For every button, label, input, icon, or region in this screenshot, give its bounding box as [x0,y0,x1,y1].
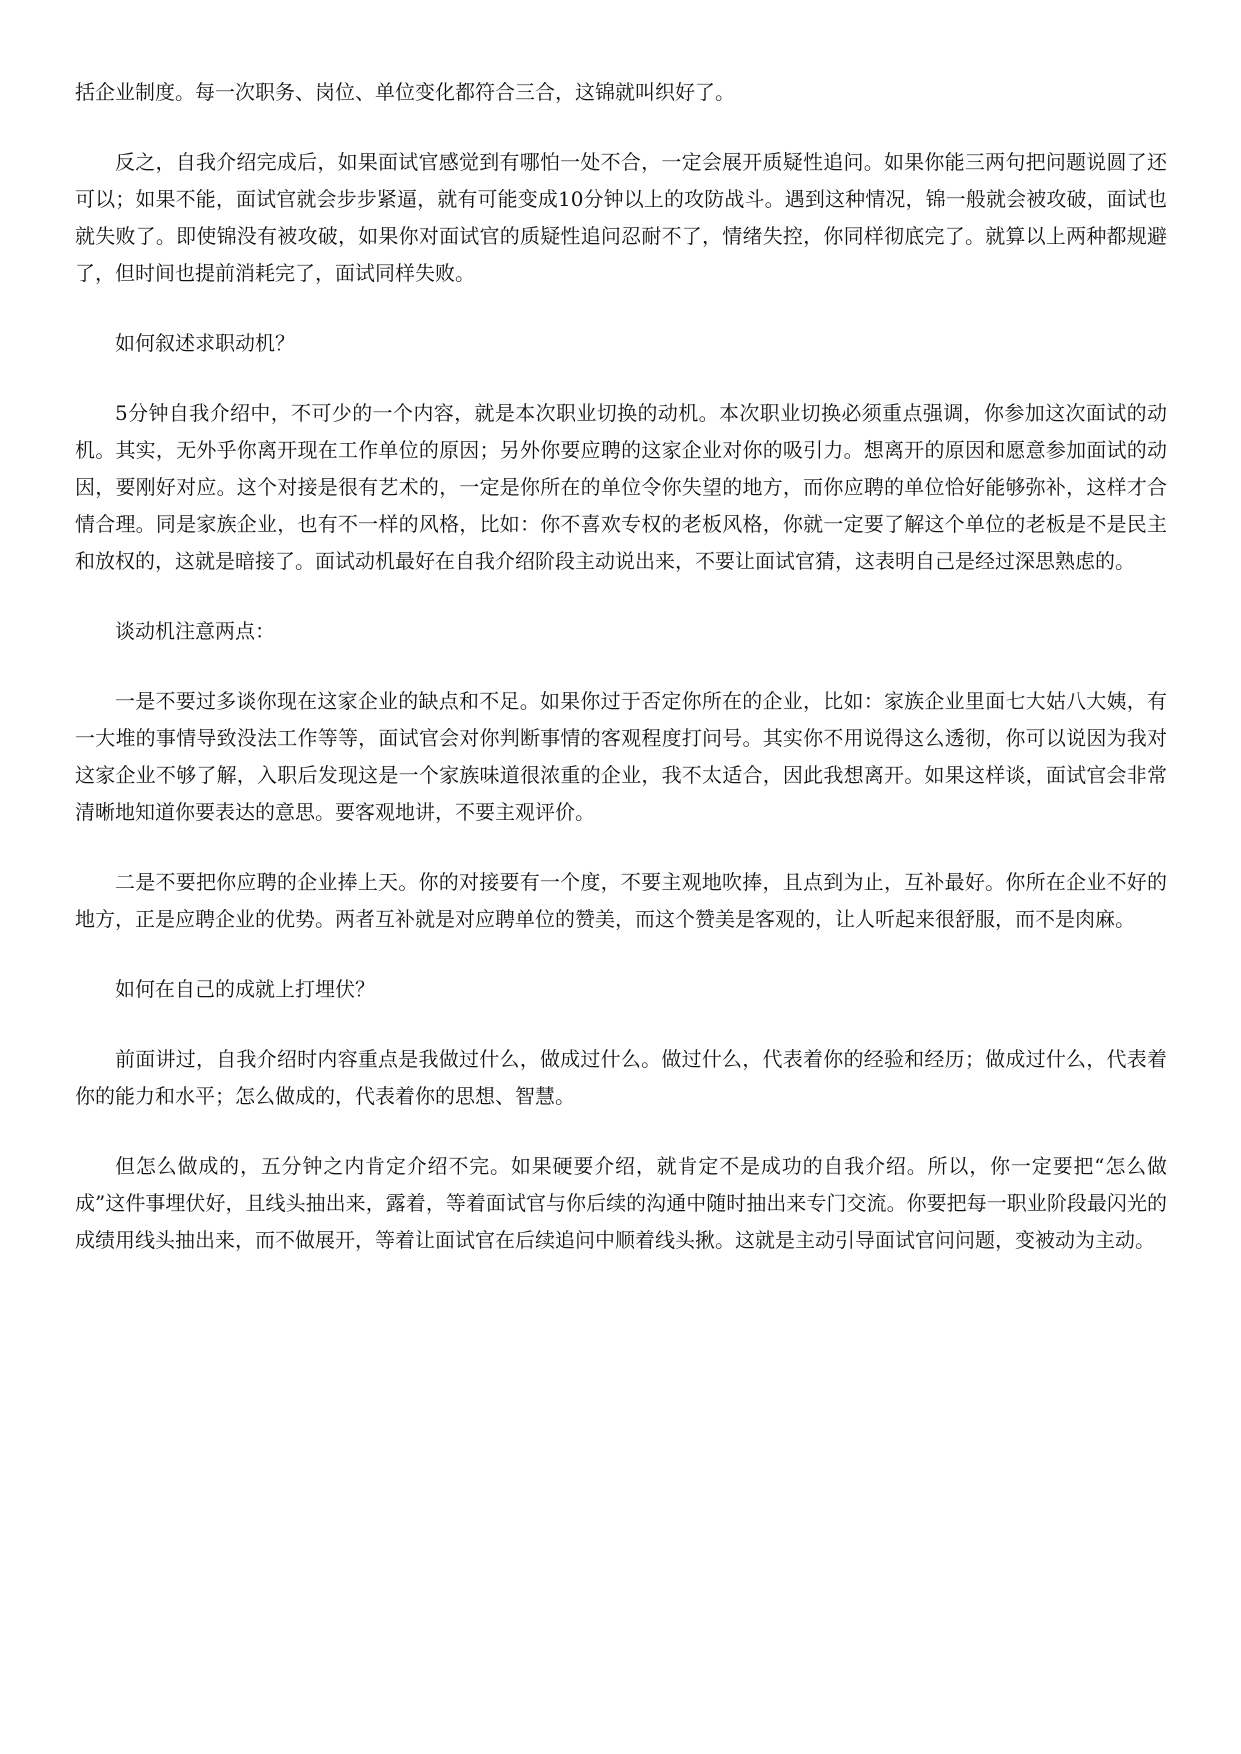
paragraph-point-two: 二是不要把你应聘的企业捧上天。你的对接要有一个度，不要主观地吹捧，且点到为止，互补最好。你所在企业不好的地方，正是应聘企业的优势。两者互补就是对应聘单位的赞美，而这个赞美是客观的，让人听起来很舒服，而不是肉麻。 [75,870,1167,931]
paragraph-follow-up-questioning: 反之，自我介绍完成后，如果面试官感觉到有哪怕一处不合，一定会展开质疑性追问。如果你能三两句把问题说圆了还可以；如果不能，面试官就会步步紧逼，就有可能变成10分钟以上的攻防战斗。遇到这种情况，锦一般就会被攻破，面试也就失败了。即使锦没有被攻破，如果你对面试官的质疑性追问忍耐不了，情绪失控，你同样彻底完了。就算以上两种都规避了，但时间也提前消耗完了，面试同样失败。 [75,150,1167,285]
section-heading-achievements: 如何在自己的成就上打埋伏？ [115,977,375,1001]
paragraph-continuation: 括企业制度。每一次职务、岗位、单位变化都符合三合，这锦就叫织好了。 [75,80,735,104]
section-heading-two-points: 谈动机注意两点： [115,619,275,643]
section-heading-motivation: 如何叙述求职动机？ [115,331,295,355]
paragraph-motivation: 5分钟自我介绍中，不可少的一个内容，就是本次职业切换的动机。本次职业切换必须重点强调，你参加这次面试的动机。其实，无外乎你离开现在工作单位的原因；另外你要应聘的这家企业对你的吸引力。想离开的原因和愿意参加面试的动因，要刚好对应。这个对接是很有艺术的，一定是你所在的单位令你失望的地方，而你应聘的单位恰好能够弥补，这样才合情合理。同是家族企业，也有不一样的风格，比如：你不喜欢专权的老板风格，你就一定要了解这个单位的老板是不是民主和放权的，这就是暗接了。面试动机最好在自我介绍阶段主动说出来，不要让面试官猜，这表明自己是经过深思熟虑的。 [75,401,1167,573]
document-page [75,74,1167,1292]
paragraph-point-one: 一是不要过多谈你现在这家企业的缺点和不足。如果你过于否定你所在的企业，比如：家族企业里面七大姑八大姨，有一大堆的事情导致没法工作等等，面试官会对你判断事情的客观程度打问号。其实你不用说得这么透彻，你可以说因为我对这家企业不够了解，入职后发现这是一个家族味道很浓重的企业，我不太适合，因此我想离开。如果这样谈，面试官会非常清晰地知道你要表达的意思。要客观地讲，不要主观评价。 [75,689,1167,824]
paragraph-achievements-hint: 但怎么做成的，五分钟之内肯定介绍不完。如果硬要介绍，就肯定不是成功的自我介绍。所以，你一定要把“怎么做成”这件事埋伏好，且线头抽出来，露着，等着面试官与你后续的沟通中随时抽出来专门交流。你要把每一职业阶段最闪光的成绩用线头抽出来，而不做展开，等着让面试官在后续追问中顺着线头揪。这就是主动引导面试官问问题，变被动为主动。 [75,1154,1167,1252]
paragraph-achievements-intro: 前面讲过，自我介绍时内容重点是我做过什么，做成过什么。做过什么，代表着你的经验和经历；做成过什么，代表着你的能力和水平；怎么做成的，代表着你的思想、智慧。 [75,1047,1167,1108]
